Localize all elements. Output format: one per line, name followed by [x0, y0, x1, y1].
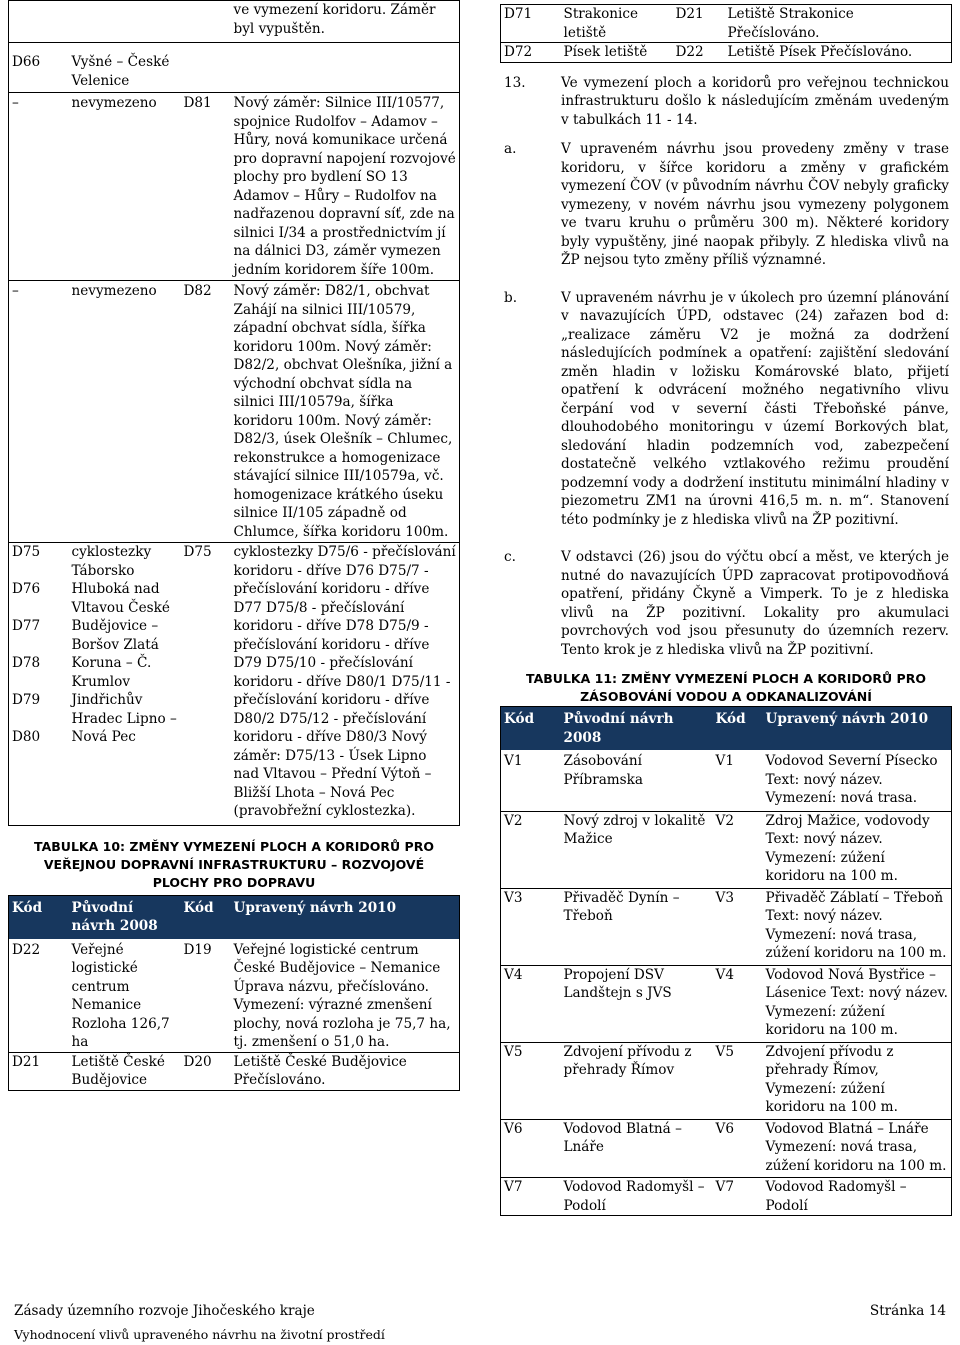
table-10 [8, 895, 460, 1091]
table-row: V2 Nový zdroj v lokalitě Mažice V2 Zdroj Mažice, vodovody Text: nový název. Vymezení: zúžení koridoru na 100 m. [501, 811, 952, 888]
footer-subtitle: Vyhodnocení vlivů upraveného návrhu na životní prostředí [14, 1327, 385, 1342]
table-row: D66 Vyšné – České Velenice [9, 43, 460, 93]
table-row: V5 Zdvojení přívodu z přehrady Římov V5 Zdvojení přívodu z přehrady Římov, Vymezení: zúžení koridoru na 100 m. [501, 1042, 952, 1119]
table-row: V1 Zásobování Příbramska V1 Vodovod Severní Písecko Text: nový název. Vymezení: nová trasa. [504, 753, 938, 806]
table-10-caption: TABULKA 10: ZMĚNY VYMEZENÍ PLOCH A KORIDORŮ PRO VEŘEJNOU DOPRAVNÍ INFRASTRUKTURU – ROZVOJOVÉ PLOCHY PRO DOPRAVU [34, 838, 434, 890]
table-row: D75 D76 D77 D78 D79 D80 cyklostezky Táborsko Hluboká nad Vltavou České Budějovice – Boršov Zlatá Koruna – Č. Krumlov Jindřichův Hradec Lipno – Nová Pec D75 cyklostezky D75/6 - přečíslování koridoru - dříve D76 D75/7 - přečíslování koridoru - dříve D77 D75/8 - přečíslování koridoru - dříve D78 D75/9 - přečíslování koridoru - dříve D79 D75/10 - přečíslování koridoru - dříve D80/1 D75/11 - přečíslování koridoru - dříve D80/2 D75/12 - přečíslování koridoru - dříve D80/3 Nový záměr: D75/13 - Úsek Lipno nad Vltavou – Přední Výtoň – Bližší Lhota – Nová Pec (pravobřežní cyklostezka). [9, 543, 460, 826]
table-10-continuation [8, 0, 460, 826]
table-row: – nevymezeno D82 Nový záměr: D82/1, obchvat Zahájí na silnici III/10579, západní obchvat sídla, šířka koridoru 100m. Nový záměr: D82/2, obchvat Olešníka, jižní a východní obchvat sídla na silnici III/10579a, šířka koridoru 100m. Nový záměr: D82/3, úsek Olešník – Chlumec, rekonstrukce a homogenizace stávající silnice III/10579a, vč. homogenizace krátkého úseku silnice II/105 západně od Chlumce, šířka koridoru 100m. [9, 281, 460, 543]
table-row: D21 Letiště České Budějovice D20 Letiště České Budějovice Přečíslováno. [9, 1052, 460, 1090]
table-11-caption: TABULKA 11: ZMĚNY VYMEZENÍ PLOCH A KORIDORŮ PRO ZÁSOBOVÁNÍ VODOU A ODKANALIZOVÁNÍ [526, 671, 926, 704]
table-row: V6 Vodovod Blatná – Lnáře V6 Vodovod Blatná – Lnáře Vymezení: nová trasa, zúžení koridoru na 100 m. [501, 1119, 952, 1178]
table-row: V3 Přivaděč Dynín – Třeboň V3 Přivaděč Záblatí – Třeboň Text: nový název. Vymezení: nová trasa, zúžení koridoru na 100 m. [501, 888, 952, 965]
table-11 [500, 706, 952, 1216]
table-header: Kód Původní návrh 2008 Kód Upravený návrh 2010 [9, 895, 460, 939]
page-number: Stránka 14 [869, 1303, 946, 1319]
list-item: a. V upraveném návrhu jsou provedeny změny v trase koridoru, v šířce koridoru a změny v grafickém vymezení ČOV (v původním návrhu ČOV nebyly graficky vymezeny, v novém návrhu jsou vymezeny polygonem ve tvaru kruhu o průměru 300 m). Některé koridory byly vypuštěny, jiné naopak přibyly. Z hlediska vlivů na ŽP nejsou tyto změny příliš významné. [504, 141, 949, 268]
footer-title: Zásady územního rozvoje Jihočeského kraje [14, 1303, 315, 1319]
left-column [8, 0, 460, 1091]
page-footer [14, 1302, 946, 1321]
table-row: D71 Strakonice letiště D21 Letiště Strakonice Přečíslováno. [504, 6, 854, 41]
continuation-text: ve vymezení koridoru. Záměr byl vypuštěn. [233, 2, 436, 37]
list-item: b. V upraveném návrhu je v úkolech pro územní plánování v navazujících ÚPD, odstavec (24) zařazen bod d: „realizace záměru V2 je možná za dodržení následujících podmínek a opatření: zajištění sledování změn hladin v ložisku Komárovské blato, přijetí opatření k odvrácení možného negativního vlivu čerpání vod v severní části Třeboňské pánve, dlouhodobého monitoringu v území Borkových blat, sledování hladin podzemních vod, zabezpečení dostatečně velkého vztlakového režimu proudění podzemní vody a dodržení institutu minimální hladiny v piezometru ZM1 na úrovni 416,5 m. n. m“. Stanovení této podmínky je z hlediska vlivů na ŽP pozitivní. [504, 289, 949, 528]
lettered-list [500, 140, 952, 659]
numbered-paragraph: 13. Ve vymezení ploch a koridorů pro veřejnou technickou infrastrukturu došlo k následujícím změnám uvedeným v tabulkách 11 - 14. [504, 74, 949, 128]
table-header: Kód Původní návrh 2008 Kód Upravený návrh 2010 [501, 707, 952, 751]
list-item: c. V odstavci (26) jsou do výčtu obcí a měst, ve kterých je nutné do navazujících ÚPD zapracovat protipovodňová opatření, přidány Čkyně a Vimperk. To je z hlediska vlivů na ŽP pozitivní. Lokality pro akumulaci povrchových vod jsou přesunuty do územních rezerv. Tento krok je z hlediska vlivů na ŽP pozitivní. [504, 549, 949, 658]
right-column [500, 0, 952, 1216]
table-row: D22 Veřejné logistické centrum Nemanice Rozloha 126,7 ha D19 Veřejné logistické centrum České Budějovice – Nemanice Úprava názvu, přečíslováno. Vymezení: výrazné zmenšení plochy, nová rozloha je 75,7 ha, tj. zmenšení o 51,0 ha. [12, 941, 451, 1050]
table-10-end [500, 4, 952, 63]
table-row: – nevymezeno D81 Nový záměr: Silnice III/10577, spojnice Rudolfov – Adamov – Hůry, nová komunikace určená pro dopravní napojení rozvojové plochy pro bydlení SO 13 Adamov – Hůry – Rudolfov na nadřazenou dopravní síť, zde na silnici I/34 a prostřednictvím jí na dálnici D3, záměr vymezen jedním koridorem šíře 100m. [9, 93, 460, 281]
table-row: V4 Propojení DSV Landštejn s JVS V4 Vodovod Nová Bystřice – Lásenice Text: nový název. Vymezení: zúžení koridoru na 100 m. [501, 965, 952, 1042]
table-row: V7 Vodovod Radomyšl – Podolí V7 Vodovod Radomyšl – Podolí [501, 1178, 952, 1216]
table-row: D72 Písek letiště D22 Letiště Písek Přečíslováno. [501, 43, 952, 63]
